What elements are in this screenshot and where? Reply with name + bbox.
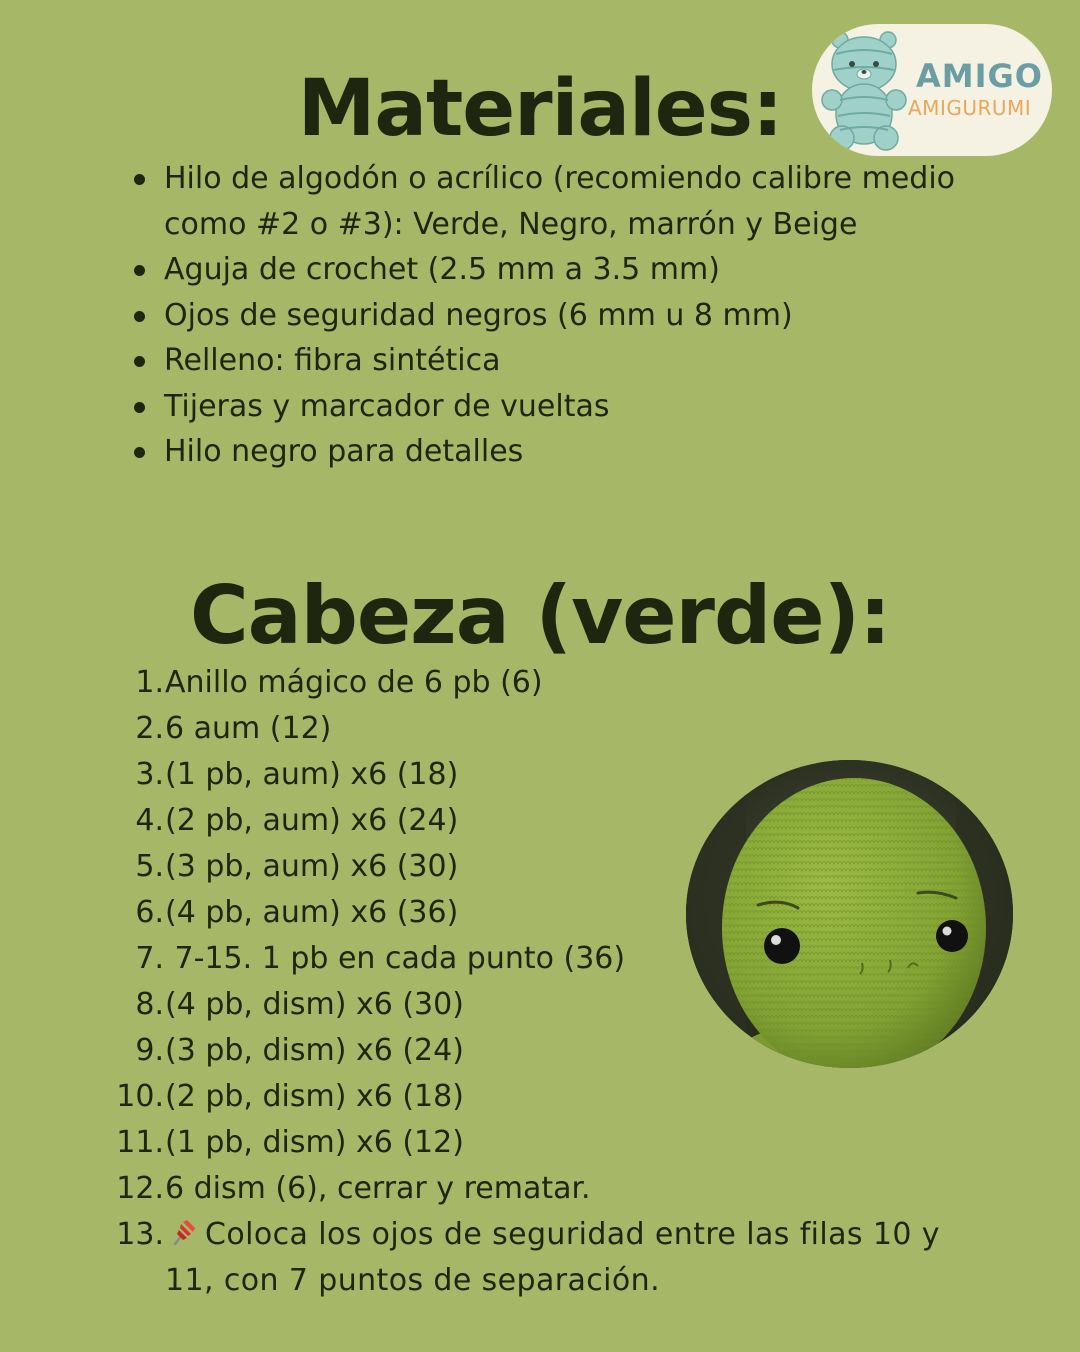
step-item xyxy=(110,1166,990,1212)
step-text: (3 pb, aum) x6 (30) xyxy=(165,849,459,884)
step-text: (4 pb, dism) x6 (30) xyxy=(165,987,464,1022)
cabeza-title: Cabeza (verde): xyxy=(189,569,891,662)
material-item: Ojos de seguridad negros (6 mm u 8 mm) xyxy=(130,293,990,339)
step-text: Anillo mágico de 6 pb (6) xyxy=(165,665,543,700)
step-text: (1 pb, dism) x6 (12) xyxy=(165,1125,464,1160)
step-number: 3. xyxy=(135,757,164,792)
step-text: (4 pb, aum) x6 (36) xyxy=(165,895,459,930)
logo-word-amigo: AMIGO xyxy=(916,57,1043,95)
step-number: 10. xyxy=(116,1079,164,1114)
step-text: Coloca los ojos de seguridad entre las filas 10 y 11, con 7 puntos de separación. xyxy=(165,1217,940,1298)
material-item: Hilo negro para detalles xyxy=(130,429,990,475)
step-number: 1. xyxy=(135,665,164,700)
step-number: 9. xyxy=(135,1033,164,1068)
step-text: (2 pb, aum) x6 (24) xyxy=(165,803,459,838)
step-text: (3 pb, dism) x6 (24) xyxy=(165,1033,464,1068)
step-number: 13. xyxy=(116,1217,164,1252)
material-item: Hilo de algodón o acrílico (recomiendo calibre medio como #2 o #3): Verde, Negro, marrón y Beige xyxy=(130,156,990,247)
step-number: 6. xyxy=(135,895,164,930)
materiales-title: Materiales: xyxy=(297,64,783,154)
step-number: 12. xyxy=(116,1171,164,1206)
step-number: 11. xyxy=(116,1125,164,1160)
step-item xyxy=(110,1212,990,1304)
step-text: 6 aum (12) xyxy=(165,711,332,746)
step-text: 6 dism (6), cerrar y rematar. xyxy=(165,1171,591,1206)
crocheted-green-head-photo xyxy=(686,760,1013,1068)
step-item xyxy=(110,1120,990,1166)
materials-list xyxy=(130,156,990,475)
material-item: Tijeras y marcador de vueltas xyxy=(130,384,990,430)
step-number: 4. xyxy=(135,803,164,838)
material-item: Relleno: fibra sintética xyxy=(130,338,990,384)
step-text: 7-15. 1 pb en cada punto (36) xyxy=(165,941,626,976)
step-text: (1 pb, aum) x6 (18) xyxy=(165,757,459,792)
step-number: 8. xyxy=(135,987,164,1022)
step-item xyxy=(110,1074,990,1120)
step-item xyxy=(110,660,990,706)
logo-word-amigurumi: AMIGURUMI xyxy=(908,96,1032,120)
material-item: Aguja de crochet (2.5 mm a 3.5 mm) xyxy=(130,247,990,293)
pushpin-icon xyxy=(169,1216,199,1246)
step-number: 7. xyxy=(135,941,164,976)
step-text: (2 pb, dism) x6 (18) xyxy=(165,1079,464,1114)
step-item xyxy=(110,706,990,752)
step-number: 5. xyxy=(135,849,164,884)
step-number: 2. xyxy=(135,711,164,746)
step-text-wrap xyxy=(164,1212,990,1304)
